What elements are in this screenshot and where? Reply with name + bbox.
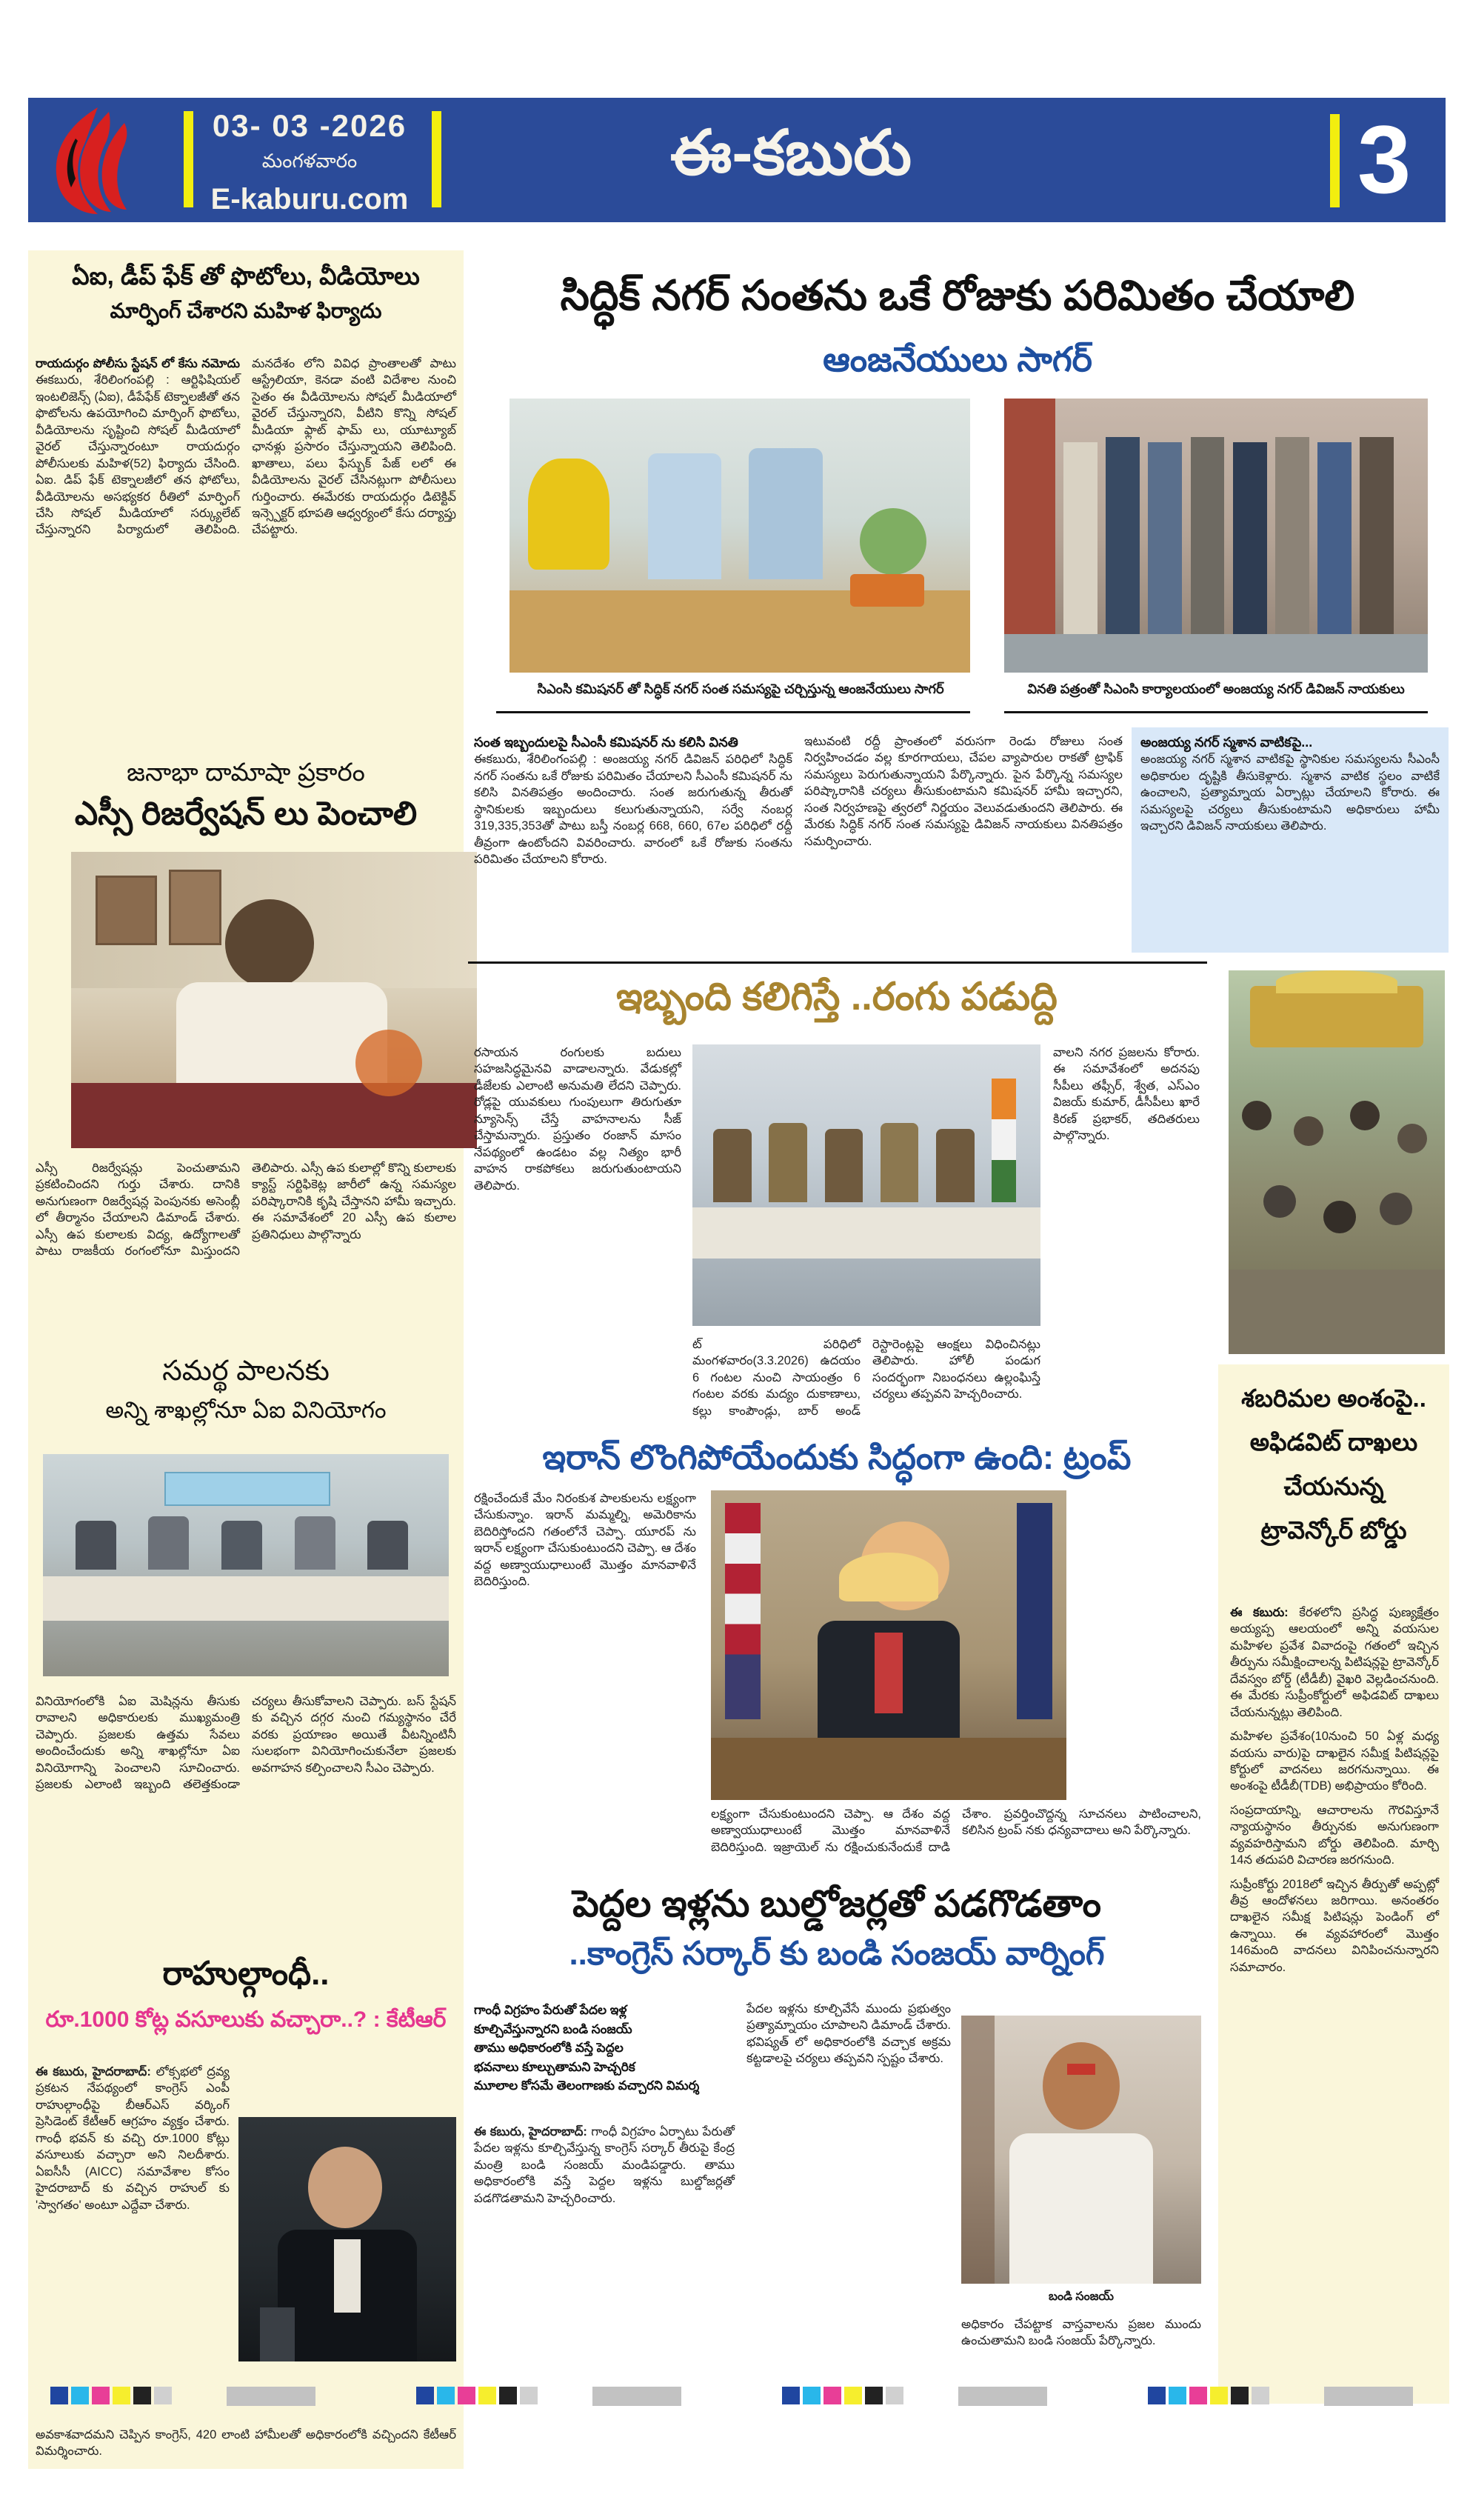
market-col-1: [474, 733, 792, 953]
morphing-p2: లోని వివిధ ప్రాంతాలతో పాటు ఆస్ట్రేలియా, కెనడా వంటి విదేశాల నుంచి సైతం ఈ వీడియోలను సోషల్ మీడియాలో వైరల్ చేస్తున్నారని, వీటిని కొన్ని సోషల్ మీడియా ఫ్లాట్ ఫామ్ లు, యూట్యూబ్ ఛానళ్లు ప్రసారం చేస్తున్నాయని తెలిపింది. ఖాతాలు, పలు ఫేస్బుక్ పేజ్ లలో ఈ వీడియోలను వైరల్ చేసినట్లుగా పోలీసులు గుర్తించారు. ఈమేరకు రాయదుర్గం డిటెక్టివ్ ఇన్స్పెక్టర్ భూపతి ఆధ్వర్యంలో కేసు దర్యాప్తు చేపట్టారు.: [252, 357, 456, 537]
holi-col-3: వాలని నగర ప్రజలను కోరారు. ఈ సమావేశంలో అదనపు సీపీలు తఫ్సీర్, శ్వేత, ఎస్ఎం విజయ్ కుమార్, డీసీపీలు ఖారే కిరణ్ ప్రభాకర్, తదితరులు పాల్గొన్నారు.: [1053, 1046, 1200, 1143]
sabarimala-h4: ట్రావెన్కోర్ బోర్డు: [1260, 1516, 1407, 1544]
bandi-intro-3: తాము అధికారంలోకి వస్తే పెద్దల: [474, 2041, 624, 2055]
bandi-photo-caption: బండి సంజయ్: [1048, 2290, 1114, 2303]
ai-headline-2[interactable]: అన్ని శాఖల్లోనూ ఏఐ వినియోగం: [105, 1397, 387, 1423]
sabarimala-p4: సుప్రీంకోర్టు 2018లో ఇచ్చిన తీర్పుతో అప్పట్లో తీవ్ర ఆందోళనలు జరిగాయి. అనంతరం దాఖలైన సమీక్ష పిటిషన్లు పెండింగ్ లో ఉన్నాయి. ఈ వ్యవహారంలో మొత్తం 146మంది వాదనలు వినిపించనున్నారని సమాచారం.: [1230, 1877, 1439, 1974]
bandi-article: [467, 1878, 1207, 2407]
photo-trump-oval-office: [711, 1490, 1066, 1800]
gray-bar: [958, 2387, 1047, 2406]
sabarimala-h1: శబరిమల అంశంపై..: [1241, 1384, 1426, 1412]
holi-col-1: రసాయన రంగులకు బదులు సహజసిద్ధమైనవి వాడాలన్నారు. వేడుకల్లో డీజేలకు ఎలాంటి అనుమతి లేదని చెప్పారు. రోడ్లపై యువకులు గుంపులుగా తిరుగుతూ న్యూసెన్స్ చేస్తే వాహనాలను సీజ్ చేస్తామన్నారు. ప్రస్తుతం రంజాన్ మాసం నేపథ్యంలో ఉండటం వల్ల నిత్యం భారీ వాహన రాకపోకలు జరుగుతుంటాయని తెలిపారు.: [474, 1046, 681, 1193]
bandi-headline-1[interactable]: పెద్దల ఇళ్లను బుల్డోజర్లతో పడగొడతాం: [572, 1883, 1101, 1924]
morphing-headline-1[interactable]: ఏఐ, డీప్ ఫేక్ తో ఫొటోలు, వీడియోలు: [72, 262, 420, 290]
photo-cm-review-meeting: [43, 1454, 449, 1676]
sabarimala-p1: కేరళలోని ప్రసిద్ధ పుణ్యక్షేత్రం అయ్యప్ప ఆలయంలో అన్ని వయసుల మహిళల ప్రవేశ వివాదంపై గతంలో ఇచ్చిన తీర్పును సమీక్షించాలన్న పిటిషన్లపై ట్రావెన్కోర్ దేవస్వం బోర్డ్ (టీడీబీ) వైఖరి వెల్లడించనుంది. ఈ మేరకు సుప్రీంకోర్టులో అఫిడవిట్ దాఖలు చేయనున్నట్లు తెలిపింది.: [1230, 1606, 1439, 1719]
ktr-body-bottom: అవకాశవాదమని చెప్పిన కాంగ్రెస్, 420 లాంటి హామీలతో అధికారంలోకి వచ్చిందని కేటీఆర్ విమర్శించారు.: [36, 2428, 456, 2459]
trump-col-bottom: [711, 1806, 1201, 1870]
ktr-body-left: [36, 2064, 230, 2419]
ekaburu-logo-icon: [39, 105, 157, 216]
trump-article: [467, 1437, 1207, 1876]
reservation-p1: ఎస్సీ రిజర్వేషన్లు పెంచుతామని ప్రకటించిందని గుర్తు చేశారు. దానికి అనుగుణంగా రిజర్వేషన్ల పెంపునకు అసెంబ్లీ లో తీర్మానం చేయాలని డిమాండ్ చేశారు. ఎస్సీ ఉప కులాలకు విద్య, ఉద్యోగాలతో పాటు రాజకీయ రంగంలోనూ: [36, 1161, 240, 1259]
bandi-intro-1: గాంధీ విగ్రహం పేరుతో పేదల ఇళ్ల: [474, 2003, 627, 2017]
ai-p2: అయితే వీటన్నింటినీ సులభంగా వినియోగించుకునేలా ప్రజలకు అవగాహన కల్పించాలని సీఎం చెప్పారు.: [252, 1727, 456, 1775]
market-lead-3: అంజయ్య నగర్ స్మశాన వాటికపై...: [1140, 735, 1313, 750]
caption-rule-2: [1004, 711, 1428, 713]
morphing-lead: రాయదుర్గం పోలీసు స్టేషన్ లో కేసు నమోదు: [36, 357, 240, 370]
ktr-headline-2[interactable]: రూ.1000 కోట్ల వసూలుకు వచ్చారా..? : కేటీఆర్: [45, 2007, 447, 2032]
market-caption-2: వినతి పత్రంతో సిఎంసి కార్యాలయంలో అంజయ్య నగర్ డివిజన్ నాయకులు: [1027, 681, 1405, 696]
holi-col-under-photo: ట్ పరిధిలో మంగళవారం(3.3.2026) ఉదయం 6 గంటల నుంచి సాయంత్రం 6 గంటల వరకు మద్యం దుకాణాలు, కల్లు కాంపౌండ్లు, బార్ అండ్ రెస్టారెంట్లపై ఆంక్షలు విధించినట్లు తెలిపారు. హోలీ పండుగ సందర్భంగా నిబంధనలు ఉల్లంఘిస్తే చర్యలు తప్పవని హెచ్చరించారు.: [692, 1338, 1040, 1418]
sabarimala-headline-box[interactable]: [1226, 1376, 1442, 1553]
ktr-p1: లోక్సభలో ద్రవ్య ప్రకటన నేపథ్యంలో కాంగ్రెస్ ఎంపీ రాహుల్గాంధీపై బీఆర్ఎస్ వర్కింగ్ ప్రెసిడెంట్ కేటీఆర్ ఆగ్రహం వ్యక్తం చేశారు. గాంధీ భవన్ కు వచ్చి రూ.1000 కోట్లు వసూలుకు వచ్చారా అని నిలదీశారు. ఏఐసీసీ (AICC) సమావేశాల కోసం హైదరాబాద్ కు వచ్చిన రాహుల్ కు 'స్వాగతం' అంటూ ఎద్దేవా చేశారు.: [36, 2065, 230, 2212]
sabarimala-h2: అఫిడవిట్ దాఖలు: [1249, 1428, 1418, 1456]
photo-bandi-sanjay: [961, 2016, 1201, 2284]
cmyk-dots: [416, 2387, 541, 2406]
sabarimala-p3: సంప్రదాయాన్ని, ఆచారాలను గౌరవిస్తూనే న్యాయస్థానం తీర్పునకు అనుగుణంగా వ్యవహరిస్తామని బోర్డు తెలిపింది. మార్చి 14న తదుపరి విచారణ జరగనుంది.: [1230, 1803, 1439, 1867]
trump-col-1: రక్షించేందుకే మేం నిరంకుశ పాలకులను లక్ష్యంగా చేసుకున్నాం. ఇరాన్ మమ్మల్ని, అమెరికాను బెదిరిస్తోందని గతంలోనే చెప్పా. యూరప్ ను ఇరాన్ లక్ష్యంగా చేసుకుంటుందని చెప్పా. ఆ దేశం వద్ద అణ్వాయుధాలుంటే మొత్తం మానవాళినే బెదిరిస్తుంది.: [474, 1492, 696, 1589]
paper-title: ఈ-కబురు: [669, 118, 912, 187]
reservation-p2: మిస్తుందని తెలిపారు. ఎస్సీ ఉప కులాల్లో కొన్ని కులాలకు క్యాస్ట్ సర్టిఫికెట్ల జారీలో ఉన్న సమస్యల పరిష్కారానికి కృషి చేస్తానని హామీ ఇచ్చారు. ఈ సమావేశంలో 20 ఎస్సీ ఉప కులాల ప్రతినిధులు పాల్గొన్నారు: [190, 1161, 456, 1259]
market-caption-1: సిఎంసి కమిషనర్ తో సిద్ధిక్ నగర్ సంత సమస్యపై చర్చిస్తున్న ఆంజనేయులు సాగర్: [537, 681, 944, 696]
market-headline[interactable]: సిద్ధిక్ నగర్ సంతను ఒకే రోజుకు పరిమితం చేయాలి: [560, 272, 1355, 319]
caption-rule-1: [496, 711, 970, 713]
sabarimala-body: [1230, 1604, 1439, 2391]
bandi-intro-points: [474, 2001, 735, 2096]
photo-division-delegation: [1004, 399, 1428, 673]
ai-body: [36, 1693, 456, 1938]
header-divider-right: [432, 111, 441, 207]
reservation-body: [36, 1160, 456, 1330]
trump-p2: లక్ష్యంగా చేసుకుంటుందని చెప్పా. ఆ దేశం వద్ద అణ్వాయుధాలుంటే మొత్తం మానవాళినే బెదిరిస్తుంది. ఇజ్రాయెల్ ను రక్షించుకునేందుకే దాడి: [711, 1807, 950, 1854]
sabarimala-h3: చేయనున్న: [1283, 1472, 1384, 1500]
reservation-headline-2[interactable]: ఎస్సీ రిజర్వేషన్ లు పెంచాలి: [74, 796, 418, 832]
market-article: [467, 250, 1449, 960]
photo-sabarimala-crowd: [1229, 970, 1445, 1354]
market-col-3: [1132, 727, 1449, 953]
bandi-p1: గాంధీ విగ్రహం ఏర్పాటు పేరుతో పేదల ఇళ్లను కూల్చివేస్తున్న కాంగ్రెస్ సర్కార్ తీరుపై కేంద్ర మంత్రి బండి సంజయ్ మండిపడ్డారు. తాము అధికారంలోకి వస్తే పెద్దల ఇళ్లను బుల్డోజర్లతో పడగొడతామని హెచ్చరించారు.: [474, 2125, 735, 2205]
gray-bar: [1324, 2387, 1413, 2406]
market-lead-1: సంత ఇబ్బందులపై సీఎంసీ కమిషనర్ ను కలిసి వినతి: [474, 735, 738, 750]
issue-weekday: మంగళవారం: [261, 150, 358, 172]
bandi-intro-2: కూల్చివేస్తున్నారని బండి సంజయ్: [474, 2021, 632, 2036]
reservation-headline-1[interactable]: జనాభా దామాషా ప్రకారం: [127, 759, 365, 787]
photo-cmc-commissioner-meeting: [510, 399, 970, 673]
photo-woman-leader: [71, 852, 477, 1148]
photo-ktr: [238, 2117, 456, 2361]
masthead-bar: [28, 98, 1446, 222]
pagenum-divider: [1330, 114, 1340, 207]
bandi-dateline: ఈ కబురు, హైదరాబాద్:: [474, 2125, 587, 2139]
ktr-dateline: ఈ కబురు, హైదరాబాద్:: [36, 2065, 151, 2079]
site-url[interactable]: E-kaburu.com: [210, 183, 409, 216]
bandi-intro-5: మూలాల కోసమే తెలంగాణకు వచ్చారని విమర్శ: [474, 2079, 700, 2093]
left-column-panel: [28, 250, 464, 2469]
morphing-body: [36, 356, 456, 741]
bandi-intro-4: భవనాలు కూల్చుతామని హెచ్చరిక: [474, 2059, 635, 2074]
market-subheadline[interactable]: ఆంజనేయులు సాగర్: [823, 340, 1092, 379]
header-divider-left: [184, 111, 193, 207]
market-c3: అంజయ్య నగర్ స్మశాన వాటికపై స్థానికుల సమస్యలను సీఎంసీ అధికారుల దృష్టికి తీసుకెళ్లారు. స్మశాన వాటిక స్థలం వాటికే ఉంచాలని, ప్రత్యామ్నాయ ఏర్పాట్లు చేయాలని కోరారు. ఈ సమస్యలపై చర్యలు తీసుకుంటామని అధికారులు హామీ ఇచ్చారని డివిజన్ నాయకులు తెలిపారు.: [1140, 753, 1440, 833]
right-column-panel: [1218, 970, 1449, 2404]
page-number: 3: [1357, 105, 1411, 213]
bandi-headline-2[interactable]: ..కాంగ్రెస్ సర్కార్ కు బండి సంజయ్ వార్నింగ్: [569, 1936, 1105, 1972]
header-date-block: [198, 108, 421, 216]
issue-date: 03- 03 -2026: [212, 108, 407, 143]
bandi-col-2: పేదల ఇళ్లను కూల్చివేసే ముందు ప్రభుత్వం ప్రత్యామ్నాయం చూపాలని డిమాండ్ చేశారు. భవిష్యత్ లో అధికారంలోకి వచ్చాక అక్రమ కట్టడాలపై చర్యలు తప్పవని స్పష్టం చేశారు.: [746, 2002, 951, 2066]
cmyk-dots: [1148, 2387, 1272, 2406]
section-divider: [468, 961, 1207, 964]
ktr-headline-1[interactable]: రాహుల్గాంధీ..: [162, 1956, 330, 1992]
cmyk-dots: [782, 2387, 906, 2406]
gray-bar: [227, 2387, 315, 2406]
gray-bar: [592, 2387, 681, 2406]
trump-headline[interactable]: ఇరాన్ లొంగిపోయేందుకు సిద్ధంగా ఉంది: ట్రంప్: [542, 1438, 1132, 1476]
ai-p1: వినియోగంలోకి ఏఐ మెషిన్లను తీసుకు రావాలని అధికారులకు ముఖ్యమంత్రి చెప్పారు. ప్రజలకు ఉత్తమ సేవలు అందించేందుకు అన్ని శాఖల్లోనూ ఏఐ వినియోగాన్ని పెంచాలని సూచించారు. ప్రజలకు ఎలాంటి ఇబ్బంది తలెత్తకుండా చర్యలు తీసుకోవాలని చెప్పారు. బస్ స్టేషన్ కు వచ్చిన దగ్గర నుంచి గమ్యస్థానం చేరే వరకు ప్రయాణం: [36, 1695, 456, 1792]
bandi-col-3: అధికారం చేపట్టాక వాస్తవాలను ప్రజల ముందు ఉంచుతామని బండి సంజయ్ పేర్కొన్నారు.: [961, 2318, 1201, 2348]
market-col-2: ఇటువంటి రద్దీ ప్రాంతంలో వరుసగా రెండు రోజులు సంత నిర్వహించడం వల్ల కూరగాయలు, చేపల వ్యాపారుల రాకతో ట్రాఫిక్ సమస్యలు పెరుగుతున్నాయని పేర్కొన్నారు. పైన పేర్కొన్న సమస్యల పరిష్కారానికి చర్యలు తీసుకుంటామని కమిషనర్ హామీ ఇచ్చారని, సంత నిర్వహణపై త్వరలో నిర్ణయం వెలువడుతుందని తెలిపారు. ఈ మేరకు సిద్ధిక్ నగర్ సంత సమస్యపై డివిజన్ నాయకులు వినతిపత్రం సమర్పించారు.: [804, 735, 1123, 848]
sabarimala-p2: మహిళల ప్రవేశం(10నుంచి 50 ఏళ్ల మధ్య వయసు వారు)పై దాఖలైన సమీక్ష పిటిషన్లపై కోర్టులో వాదనలు జరగనున్నాయి. ఈ అంశంపై టీడీబీ(TDB) అభిప్రాయం కోరింది.: [1230, 1730, 1439, 1793]
photo-police-review-meeting: [692, 1044, 1040, 1326]
holi-headline[interactable]: ఇబ్బంది కలిగిస్తే ..రంగు పడుద్ది: [616, 976, 1058, 1019]
morphing-headline-2[interactable]: మార్ఫింగ్ చేశారని మహిళ ఫిర్యాదు: [110, 299, 382, 322]
morphing-p1: ఈకబురు, శేరిలింగంపల్లి : ఆర్టిఫిషియల్ ఇంటలిజెన్స్ (ఏఐ), డీపేఫేక్ టెక్నాలజీతో తన ఫొటోలను ఉపయోగించి మార్ఫింగ్ ఫొటోలు, వీడియోలను సృష్టించి సోషల్ మీడియాలో వైరల్ చేస్తున్నారంటూ రాయదుర్గం పోలీసులకు మహిళ(52) ఫిర్యాదు చేసింది. ఏఐ. డిప్ ఫేక్ టెక్నాలజీలో తన ఫోటోలు, వీడియోలను అసభ్యకర రీతిలో మార్ఫింగ్ చేసి సోషల్ మీడియాలో సర్క్యులేట్ చేస్తున్నారని పిర్యాదులో తెలిపింది. మనదేశం: [36, 357, 295, 537]
ai-headline-1[interactable]: సమర్థ పాలనకు: [162, 1356, 330, 1387]
holi-article: [467, 970, 1207, 1433]
trump-p3: చేశాం. ప్రవర్తించొద్దన్న సూచనలు పాటించాలని, కలిసిన ట్రంప్ నకు ధన్యవాదాలు అని పేర్కొన్నారు.: [962, 1807, 1201, 1838]
sabarimala-lead: ఈ కబురు:: [1230, 1606, 1289, 1619]
print-registration-marks: [28, 2387, 1446, 2416]
cmyk-dots: [50, 2387, 175, 2406]
market-c1: ఈకబురు, శేరిలింగంపల్లి : అంజయ్య నగర్ డివిజన్ పరిధిలో సిద్ధిక్ నగర్ సంతను ఒకే రోజుకు పరిమితం చేయాలని సీఎంసీ కమిషనర్ ను కలిసి వినతిపత్రం అందించారు. సంత జరుగుతున్న తీరుతో స్థానికులకు ఇబ్బందులు కలుగుతున్నాయని, సర్వే నంబర్ల 319,335,353తో పాటు బస్తీ నంబర్ల 668, 660, 67ల పరిధిలో రద్దీ తీవ్రంగా ఉంటోందని వివరించారు. వారంలో ఒకే రోజుకు సంతను పరిమితం చేయాలని కోరారు.: [474, 753, 792, 867]
bandi-col-1: [474, 2124, 735, 2399]
